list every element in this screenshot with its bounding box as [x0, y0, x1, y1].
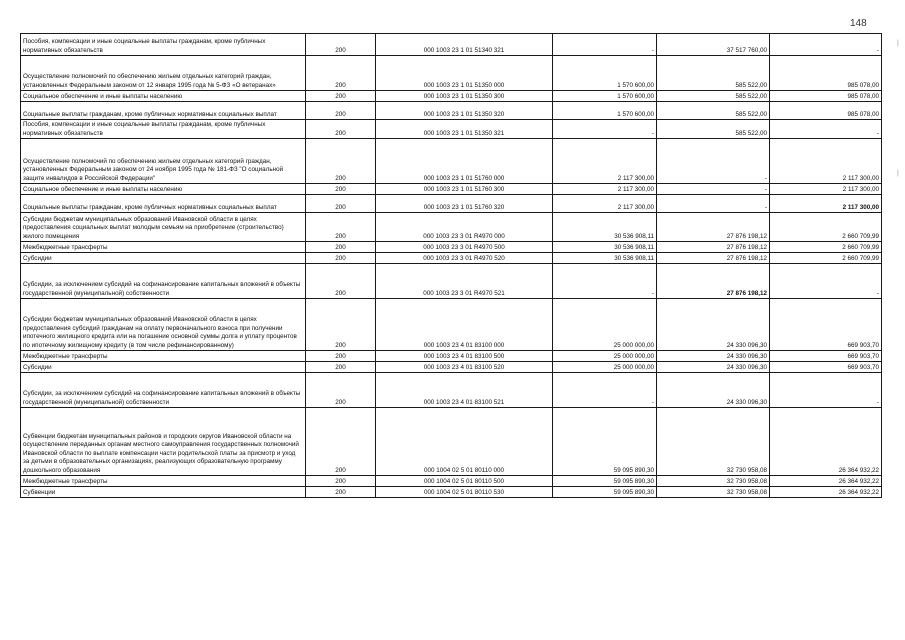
row-admin-code: 200 — [306, 299, 376, 351]
row-budget-code: 000 1003 23 1 01 51350 320 — [376, 102, 553, 120]
table-row — [21, 373, 882, 408]
row-amount-approved: 2 117 300,00 — [553, 184, 657, 195]
row-amount-unexecuted: 669 903,70 — [770, 351, 882, 362]
row-amount-executed: 27 876 198,12 — [657, 253, 770, 264]
row-amount-unexecuted: 2 660 709,99 — [770, 253, 882, 264]
row-name: Межбюджетные трансферты — [21, 351, 306, 362]
row-amount-approved: 59 095 890,30 — [553, 408, 657, 476]
row-amount-unexecuted: 26 364 932,22 — [770, 408, 882, 476]
row-amount-approved: 2 117 300,00 — [553, 195, 657, 213]
table-row — [21, 34, 882, 56]
table-row — [21, 242, 882, 253]
row-amount-executed: 27 876 198,12 — [657, 213, 770, 242]
row-budget-code: 000 1003 23 1 01 51760 320 — [376, 195, 553, 213]
row-amount-executed: 24 330 096,30 — [657, 351, 770, 362]
row-amount-executed: 27 876 198,12 — [657, 242, 770, 253]
row-amount-approved: 25 000 000,00 — [553, 362, 657, 373]
row-name: Субвенции бюджетам муниципальных районов и городских округов Ивановской области на осуществление переданных органам местного самоуправления государственных полномочий Ивановской области по выплате компенсации части родительской платы за присмотр и уход за детьми в образовательных организациях, реализующих образовательную программу дошкольного образования — [21, 408, 306, 476]
row-admin-code: 200 — [306, 476, 376, 487]
row-name: Субсидии — [21, 253, 306, 264]
row-admin-code: 200 — [306, 120, 376, 139]
table-row — [21, 195, 882, 213]
row-name: Межбюджетные трансферты — [21, 242, 306, 253]
row-amount-unexecuted: 669 903,70 — [770, 362, 882, 373]
row-name: Субсидии бюджетам муниципальных образований Ивановской области в целях предоставления социальных выплат молодым семьям на приобретение (строительство) жилого помещения — [21, 213, 306, 242]
row-budget-code: 000 1003 23 1 01 51340 321 — [376, 34, 553, 56]
row-amount-unexecuted: - — [770, 34, 882, 56]
row-budget-code: 000 1004 02 5 01 80110 000 — [376, 408, 553, 476]
row-amount-approved: 30 536 908,11 — [553, 213, 657, 242]
table-row — [21, 362, 882, 373]
row-name: Социальные выплаты гражданам, кроме публичных нормативных социальных выплат — [21, 195, 306, 213]
row-admin-code: 200 — [306, 408, 376, 476]
row-amount-unexecuted: 2 117 300,00 — [770, 139, 882, 184]
row-amount-executed: 585 522,00 — [657, 91, 770, 102]
row-amount-approved: 59 095 890,30 — [553, 487, 657, 498]
row-budget-code: 000 1003 23 3 01 R4970 521 — [376, 264, 553, 299]
table-row — [21, 253, 882, 264]
row-amount-executed: 27 876 198,12 — [657, 264, 770, 299]
row-budget-code: 000 1004 02 5 01 80110 500 — [376, 476, 553, 487]
table-row — [21, 56, 882, 91]
table-row — [21, 213, 882, 242]
row-amount-approved: 25 000 000,00 — [553, 351, 657, 362]
row-budget-code: 000 1003 23 3 01 R4970 000 — [376, 213, 553, 242]
row-amount-unexecuted: 2 117 300,00 — [770, 184, 882, 195]
row-admin-code: 200 — [306, 102, 376, 120]
row-amount-unexecuted: 2 117 300,00 — [770, 195, 882, 213]
row-name: Социальное обеспечение и иные выплаты населению — [21, 184, 306, 195]
table-row — [21, 351, 882, 362]
row-amount-executed: - — [657, 139, 770, 184]
row-name: Субсидии — [21, 362, 306, 373]
table-row — [21, 120, 882, 139]
row-budget-code: 000 1003 23 4 01 83100 521 — [376, 373, 553, 408]
scan-edge-mark: | — [897, 40, 899, 47]
row-amount-approved: 1 570 600,00 — [553, 56, 657, 91]
table-row — [21, 102, 882, 120]
row-name: Осуществление полномочий по обеспечению жильем отдельных категорий граждан, установленных Федеральным законом от 24 ноября 1995 года № 181-ФЗ "О социальной защите инвалидов в Российской Федерации" — [21, 139, 306, 184]
row-budget-code: 000 1003 23 4 01 83100 500 — [376, 351, 553, 362]
row-amount-approved: - — [553, 264, 657, 299]
row-budget-code: 000 1003 23 1 01 51350 321 — [376, 120, 553, 139]
row-amount-executed: 585 522,00 — [657, 102, 770, 120]
row-name: Субвенции — [21, 487, 306, 498]
row-amount-executed: 24 330 096,30 — [657, 299, 770, 351]
row-name: Субсидии, за исключением субсидий на софинансирование капитальных вложений в объекты государственной (муниципальной) собственности — [21, 264, 306, 299]
row-budget-code: 000 1003 23 1 01 51350 300 — [376, 91, 553, 102]
table-row — [21, 487, 882, 498]
row-admin-code: 200 — [306, 56, 376, 91]
row-budget-code: 000 1003 23 1 01 51760 000 — [376, 139, 553, 184]
row-amount-unexecuted: - — [770, 120, 882, 139]
table-row — [21, 299, 882, 351]
row-amount-unexecuted: 985 078,00 — [770, 102, 882, 120]
row-amount-unexecuted: 2 660 709,99 — [770, 213, 882, 242]
page-number: 148 — [850, 18, 867, 29]
row-amount-approved: 59 095 890,30 — [553, 476, 657, 487]
row-amount-approved: 1 570 600,00 — [553, 102, 657, 120]
row-name: Осуществление полномочий по обеспечению жильем отдельных категорий граждан, установленных Федеральным законом от 12 января 1995 года № 5-ФЗ «О ветеранах» — [21, 56, 306, 91]
row-admin-code: 200 — [306, 213, 376, 242]
row-amount-unexecuted: 26 364 932,22 — [770, 476, 882, 487]
row-admin-code: 200 — [306, 139, 376, 184]
row-amount-approved: 30 536 908,11 — [553, 253, 657, 264]
row-amount-executed: 585 522,00 — [657, 56, 770, 91]
row-admin-code: 200 — [306, 264, 376, 299]
row-admin-code: 200 — [306, 253, 376, 264]
row-name: Субсидии, за исключением субсидий на софинансирование капитальных вложений в объекты государственной (муниципальной) собственности — [21, 373, 306, 408]
row-amount-unexecuted: - — [770, 373, 882, 408]
row-amount-approved: 2 117 300,00 — [553, 139, 657, 184]
row-budget-code: 000 1003 23 3 01 R4970 520 — [376, 253, 553, 264]
row-amount-executed: - — [657, 195, 770, 213]
row-admin-code: 200 — [306, 184, 376, 195]
row-budget-code: 000 1004 02 5 01 80110 530 — [376, 487, 553, 498]
table-row — [21, 408, 882, 476]
row-admin-code: 200 — [306, 487, 376, 498]
row-amount-approved: 30 536 908,11 — [553, 242, 657, 253]
row-admin-code: 200 — [306, 195, 376, 213]
row-amount-unexecuted: 26 364 932,22 — [770, 487, 882, 498]
row-admin-code: 200 — [306, 362, 376, 373]
row-admin-code: 200 — [306, 242, 376, 253]
row-amount-approved: 25 000 000,00 — [553, 299, 657, 351]
table-row — [21, 139, 882, 184]
row-amount-unexecuted: 2 660 709,99 — [770, 242, 882, 253]
row-amount-approved: 1 570 600,00 — [553, 91, 657, 102]
row-name: Субсидии бюджетам муниципальных образований Ивановской области в целях предоставления субсидий гражданам на оплату первоначального взноса при получении ипотечного жилищного кредита или на погашение основной суммы долга и уплату процентов по ипотечному жилищному кредиту (в том числе рефинансированному) — [21, 299, 306, 351]
row-admin-code: 200 — [306, 34, 376, 56]
row-budget-code: 000 1003 23 1 01 51350 000 — [376, 56, 553, 91]
row-name: Пособия, компенсации и иные социальные выплаты гражданам, кроме публичных нормативных обязательств — [21, 34, 306, 56]
table-row — [21, 476, 882, 487]
budget-execution-table — [20, 33, 882, 498]
table-row — [21, 91, 882, 102]
row-amount-unexecuted: 985 078,00 — [770, 56, 882, 91]
row-admin-code: 200 — [306, 351, 376, 362]
row-budget-code: 000 1003 23 1 01 51760 300 — [376, 184, 553, 195]
row-budget-code: 000 1003 23 4 01 83100 000 — [376, 299, 553, 351]
row-amount-executed: - — [657, 184, 770, 195]
row-amount-executed: 24 330 096,30 — [657, 373, 770, 408]
row-amount-approved: - — [553, 120, 657, 139]
row-amount-executed: 24 330 096,30 — [657, 362, 770, 373]
row-amount-executed: 32 730 958,08 — [657, 408, 770, 476]
row-amount-executed: 585 522,00 — [657, 120, 770, 139]
row-amount-unexecuted: 669 903,70 — [770, 299, 882, 351]
row-amount-approved: - — [553, 373, 657, 408]
row-budget-code: 000 1003 23 4 01 83100 520 — [376, 362, 553, 373]
row-name: Социальное обеспечение и иные выплаты населению — [21, 91, 306, 102]
row-name: Социальные выплаты гражданам, кроме публичных нормативных социальных выплат — [21, 102, 306, 120]
row-amount-approved: - — [553, 34, 657, 56]
row-amount-unexecuted: 985 078,00 — [770, 91, 882, 102]
table-row — [21, 264, 882, 299]
row-budget-code: 000 1003 23 3 01 R4970 500 — [376, 242, 553, 253]
row-name: Пособия, компенсации и иные социальные выплаты гражданам, кроме публичных нормативных обязательств — [21, 120, 306, 139]
row-amount-executed: 32 730 958,08 — [657, 476, 770, 487]
row-name: Межбюджетные трансферты — [21, 476, 306, 487]
row-amount-executed: 32 730 958,08 — [657, 487, 770, 498]
row-amount-unexecuted: - — [770, 264, 882, 299]
scan-edge-mark: | — [897, 170, 899, 177]
row-admin-code: 200 — [306, 91, 376, 102]
row-amount-executed: 37 517 760,00 — [657, 34, 770, 56]
row-admin-code: 200 — [306, 373, 376, 408]
table-row — [21, 184, 882, 195]
